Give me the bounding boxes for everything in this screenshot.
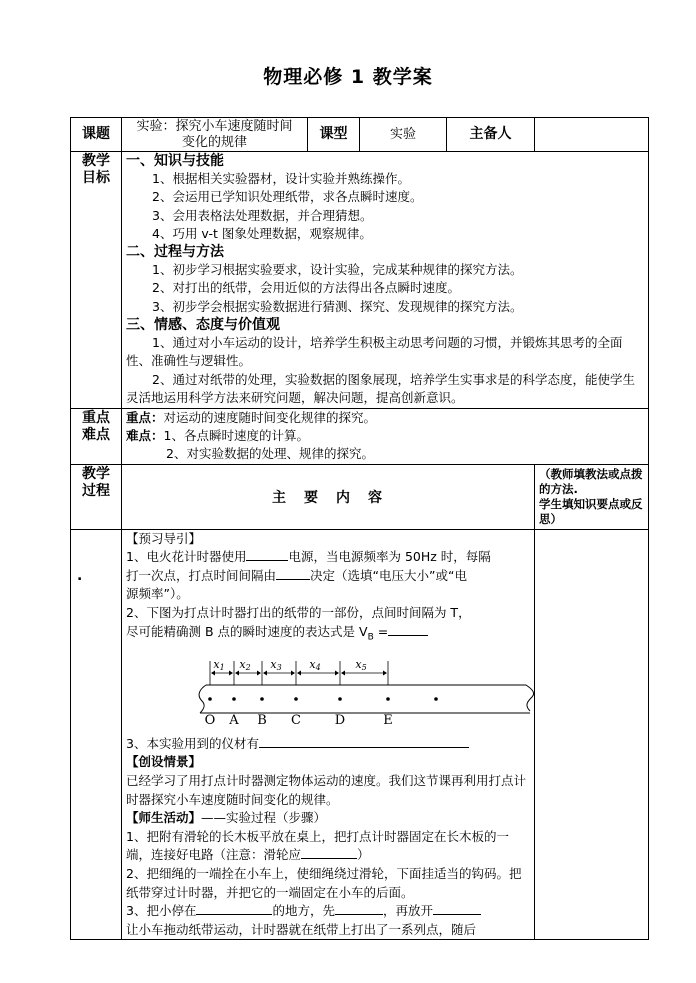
goals-s2-item: 1、初步学习根据实验要求，设计实验，完成某种规律的探究方法。 [152,262,523,278]
key-point-line [122,409,648,427]
tape-point-label: E [383,712,393,728]
scene-title: 【创设情景】 [126,754,202,770]
arrow-head [257,670,261,675]
process-label-2: 过程 [82,482,110,499]
tape-point-dot [232,697,236,701]
q3-text: 3、本实验用到的仪材有 [126,735,259,751]
difficulty-label: 难点： [126,428,164,443]
tape-point-dot [434,697,438,701]
difficulty-line-1 [122,427,648,445]
type-label: 课型 [308,118,360,152]
goals-section-1-title: 一、知识与技能 [126,153,224,169]
goals-s3-paragraph-2: 2、通过对纸带的处理，实验数据的图象展现，培养学生实事求是的科学态度，能使学生灵活地运用科学方法来研究问题，解决问题，提高创新意识。 [126,371,635,406]
goals-s2-item: 2、对打出的纸带，会用近似的方法得出各点瞬时速度。 [152,280,460,296]
arrow-head [341,670,345,675]
goals-s1-item: 1、根据相关实验器材，设计实验并熟练操作。 [152,171,410,186]
topic-line-1: 实验：探究小车速度随时间 [136,118,293,134]
tape-point-label: C [291,712,301,728]
segment-label: x2 [239,657,251,672]
side-note-2: 学生填知识要点或反思） [539,496,643,526]
step3-part-d: 让小车拖动纸带运动，计时器就在纸带上打出了一系列点，随后 [126,921,477,937]
q1-part-a: 1、电火花计时器使用 [126,549,247,565]
blank-5[interactable] [301,847,357,859]
preparer-value [535,118,649,152]
side-note [535,465,648,529]
blank-1[interactable] [246,549,288,561]
side-note-content [535,529,649,940]
arrow-head [263,670,267,675]
keypoints-row [71,408,649,464]
side-note-1: （教师填教法或点拨的方法. [539,466,643,496]
question-2 [122,604,534,647]
goals-s1-item: 3、会用表格法处理数据，并合理猜想。 [152,207,373,223]
scene-text: 已经学习了用打点计时器测定物体运动的速度。我们这节课再利用打点计时器探究小车速度随时间变化的规律。 [126,772,527,807]
blank-7[interactable] [335,903,383,915]
q1-part-b: 电源，当电源频率为 50Hz 时，每隔 [288,549,491,565]
activity-title-line [122,809,534,828]
page-title: 物理必修 1 教学案 [263,66,433,88]
tape-point-dot [260,697,264,701]
q2-part-a: 2、下图为打点计时器打出的纸带的一部份，点间时间隔为 T， [126,605,471,621]
topic-value [122,118,308,152]
arrow-head [335,670,339,675]
lesson-plan-table [70,117,649,940]
header-row [71,118,649,152]
arrow-head [383,670,387,675]
goals-label [71,152,122,409]
arrow-head [229,670,233,675]
blank-2[interactable] [276,568,310,580]
main-content-title: 主 要 内 容 [272,489,384,506]
q2-part-b: 尽可能精确测 B 点的瞬时速度的表达式是 V [126,623,368,639]
goals-label-2: 目标 [82,170,110,186]
key-point-text: 对运动的速度随时间变化规律的探究。 [163,409,377,425]
step1-close: ） [357,847,370,863]
blank-3[interactable] [388,624,428,636]
blank-6[interactable] [196,903,272,915]
difficulty-text-2: 2、对实验数据的处理、规律的探究。 [166,446,374,462]
arrow-head [297,670,301,675]
keypoints-label-2: 难点 [82,426,110,443]
q1-part-d: 决定（选填“电压大小”或“电 [310,567,467,583]
goals-section-2-title: 二、过程与方法 [126,244,224,261]
blank-4[interactable] [259,736,469,748]
tape-point-dot [208,697,212,701]
q2-subscript: B [367,632,374,643]
preparer-label: 主备人 [447,118,535,152]
q2-part-c: = [373,623,389,639]
tape-point-label: D [334,712,346,728]
topic-line-2: 变化的规律 [181,134,247,150]
segment-label: x3 [270,657,282,672]
process-label-1: 教学 [82,465,110,482]
step-3 [122,902,534,939]
goals-section-3-title: 三、情感、态度与价值观 [126,317,280,334]
tape-point-dot [338,697,342,701]
process-label [71,464,122,529]
goals-content [122,152,649,409]
arrow-head [291,670,295,675]
segment-label: x4 [309,657,321,672]
difficulty-text-1: 1、各点瞬时速度的计算。 [163,428,309,443]
goals-s3-paragraph-1: 1、通过对小车运动的设计，培养学生积极主动思考问题的习惯，并锻炼其思考的全面性、准确性与逻辑性。 [126,335,623,369]
tape-point-dot [386,697,390,701]
keypoints-label [71,408,122,464]
keypoints-label-1: 重点 [82,409,110,426]
blank-8[interactable] [433,903,481,915]
side-note-header [535,464,649,529]
tape-point-label: A [229,712,239,728]
arrow-head [235,670,239,675]
activity-subtitle: ——实验过程（步骤） [201,810,327,826]
tape-point-dot [294,697,298,701]
segment-label: x1 [213,657,225,672]
step-1 [122,828,534,865]
question-3 [122,735,534,754]
question-1 [122,548,534,604]
main-content-header [122,464,535,529]
row-marker: . [71,529,122,940]
goals-s1-item: 4、巧用 v-t 图象处理数据，观察规律。 [152,225,372,241]
goals-row [71,152,649,409]
activity-title: 【师生活动】 [126,810,202,826]
step3-part-c: ，再放开 [382,903,433,919]
tape-point-label: O [204,712,216,728]
tape-edge-top [206,685,534,711]
tape-point-label: B [257,712,267,728]
goals-s1-item: 2、会运用已学知识处理纸带，求各点瞬时速度。 [152,189,423,205]
step3-part-a: 3、把小停在 [126,903,197,919]
paper-tape-diagram [144,653,544,733]
main-content [122,529,535,940]
tape-edge-left [199,685,206,713]
process-header-row [71,464,649,529]
tape-marks [205,658,438,728]
q1-part-c: 打一次点，打点时间间隔由 [126,567,277,583]
step-2: 2、把细绳的一端拴在小车上，使细绳绕过滑轮，下面挂适当的钩码。把纸带穿过计时器，并把它的一端固定在小车的后面。 [126,865,522,900]
step3-part-b: 的地方，先 [272,903,335,919]
q1-part-e: 源频率”）。 [126,586,189,602]
step1-text: 1、把附有滑轮的长木板平放在桌上，把打点计时器固定在长木板的一端，连接好电路（注意：滑轮应 [126,828,509,863]
content-row [71,529,649,940]
key-point-label: 重点： [126,409,164,425]
type-value: 实验 [360,118,447,152]
goals-label-1: 教学 [82,153,110,169]
preview-title: 【预习导引】 [126,530,202,546]
topic-label: 课题 [71,118,122,152]
goals-s2-item: 3、初步学会根据实验数据进行猜测、探究、发现规律的探究方法。 [152,298,523,314]
segment-label: x5 [355,657,367,672]
keypoints-content [122,408,649,464]
arrow-head [211,670,215,675]
